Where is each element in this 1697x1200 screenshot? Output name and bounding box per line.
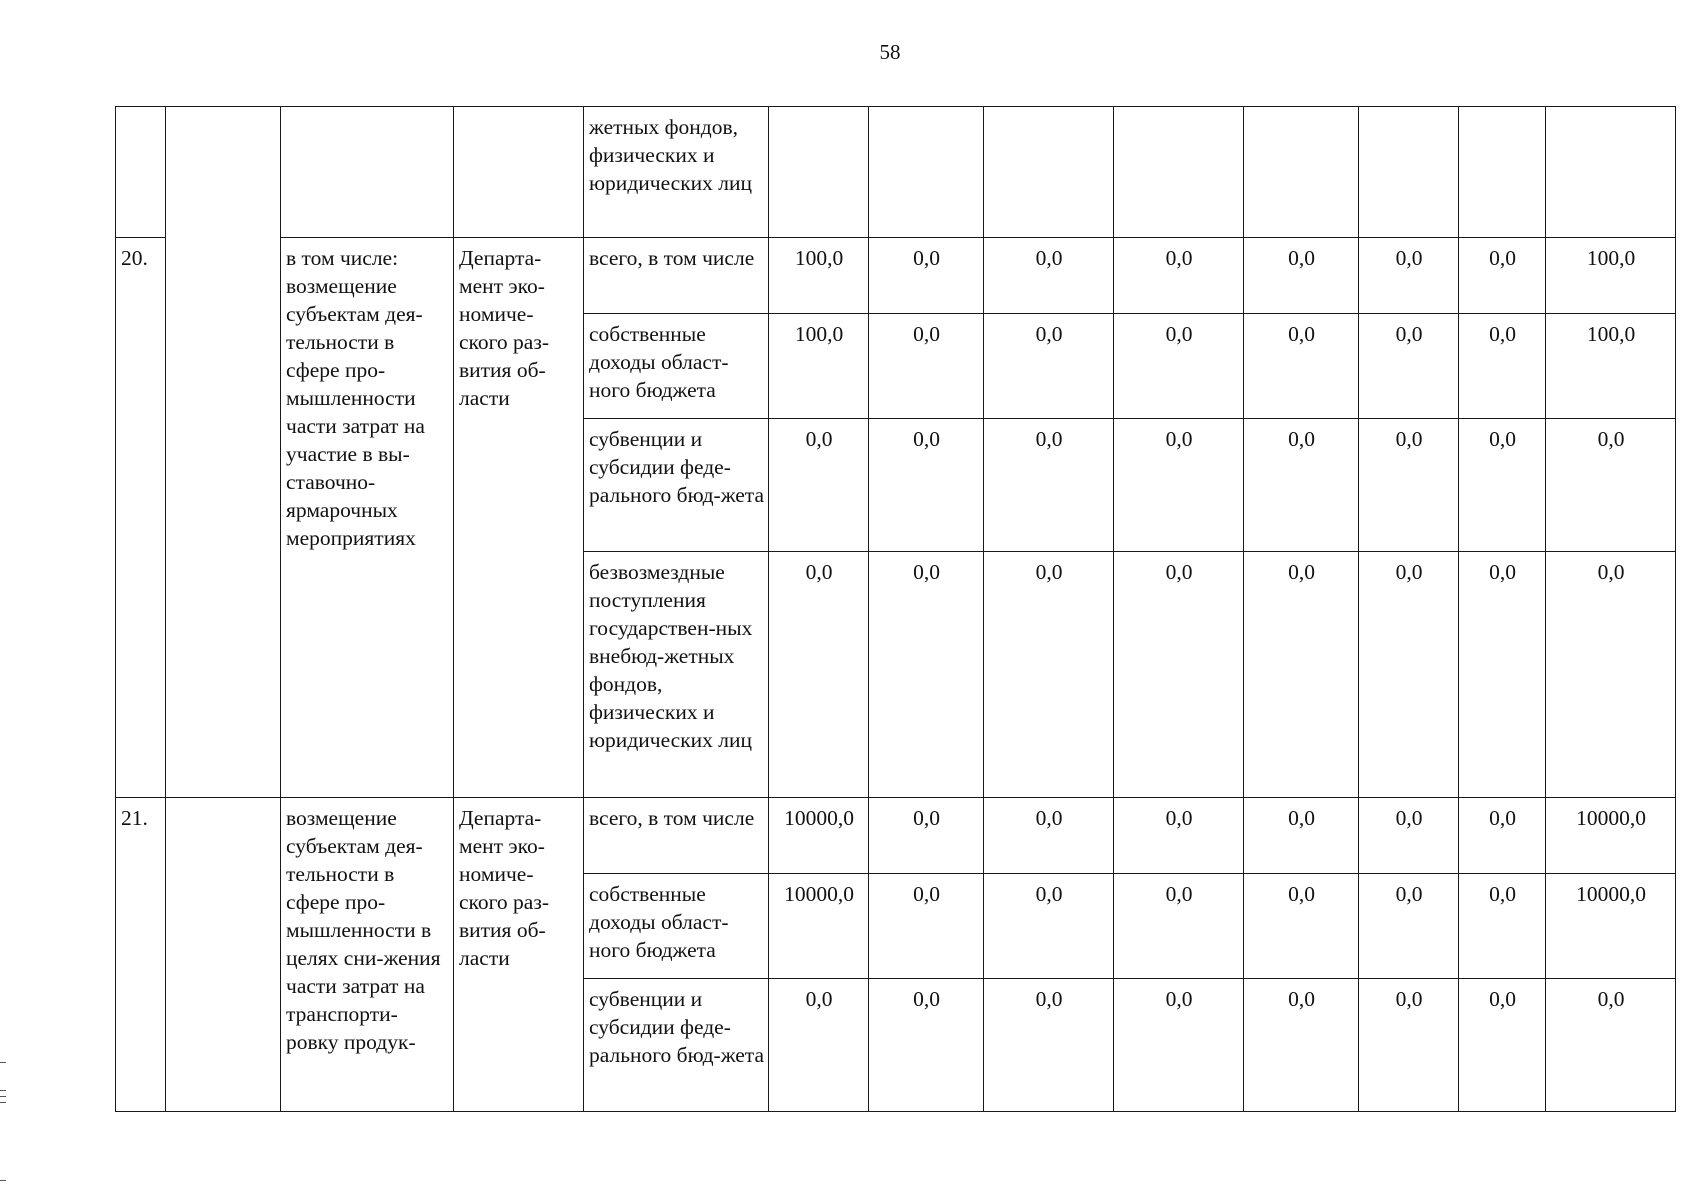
value-cell: 0,0	[1359, 238, 1459, 314]
value-cell: 0,0	[1244, 552, 1359, 798]
value-cell: 0,0	[869, 979, 984, 1112]
value-cell: 0,0	[1459, 798, 1546, 874]
item-executor: Департа-мент эко-номиче-ского раз-вития об-ласти	[454, 798, 584, 1112]
empty-cell	[166, 798, 281, 1112]
value-cell	[1459, 107, 1546, 238]
value-cell: 0,0	[984, 314, 1114, 419]
value-cell: 0,0	[1546, 419, 1676, 552]
value-cell: 0,0	[1244, 874, 1359, 979]
value-cell: 0,0	[769, 419, 869, 552]
source-cell: всего, в том числе	[584, 798, 769, 874]
value-cell: 0,0	[984, 552, 1114, 798]
table-row	[116, 238, 1676, 314]
value-cell: 0,0	[869, 552, 984, 798]
margin-mark	[0, 1102, 6, 1103]
value-cell: 0,0	[1459, 874, 1546, 979]
item-index: 21.	[116, 798, 166, 1112]
item-name: возмещение субъектам дея-тельности в сфере про-мышленности в целях сни-жения части затрат на транспорти-ровку продук-	[281, 798, 454, 1112]
margin-mark	[0, 1096, 6, 1097]
value-cell: 0,0	[1359, 314, 1459, 419]
item-index: 20.	[116, 238, 166, 798]
value-cell: 0,0	[1546, 552, 1676, 798]
value-cell: 0,0	[1244, 419, 1359, 552]
value-cell: 0,0	[1359, 874, 1459, 979]
value-cell: 0,0	[984, 419, 1114, 552]
value-cell	[1359, 107, 1459, 238]
value-cell: 0,0	[1244, 238, 1359, 314]
value-cell: 0,0	[869, 314, 984, 419]
value-cell: 0,0	[1546, 979, 1676, 1112]
value-cell: 0,0	[869, 874, 984, 979]
source-cell: субвенции и субсидии феде-рального бюд-жета	[584, 979, 769, 1112]
value-cell: 100,0	[1546, 314, 1676, 419]
value-cell: 100,0	[769, 314, 869, 419]
value-cell: 0,0	[769, 552, 869, 798]
value-cell: 0,0	[1244, 979, 1359, 1112]
value-cell	[1546, 107, 1676, 238]
value-cell	[984, 107, 1114, 238]
value-cell: 0,0	[869, 798, 984, 874]
value-cell: 0,0	[1459, 979, 1546, 1112]
value-cell: 0,0	[1359, 419, 1459, 552]
value-cell: 0,0	[869, 419, 984, 552]
value-cell: 0,0	[1244, 798, 1359, 874]
value-cell: 0,0	[1114, 874, 1244, 979]
executor-cell	[454, 107, 584, 238]
value-cell: 100,0	[769, 238, 869, 314]
source-cell: всего, в том числе	[584, 238, 769, 314]
value-cell: 0,0	[1244, 314, 1359, 419]
source-cell: безвозмездные поступления государствен-ных внебюд-жетных фондов, физических и юридических лиц	[584, 552, 769, 798]
margin-mark	[0, 1090, 6, 1091]
item-executor: Департа-мент эко-номиче-ского раз-вития об-ласти	[454, 238, 584, 798]
source-cell: собственные доходы област-ного бюджета	[584, 314, 769, 419]
value-cell: 10000,0	[1546, 874, 1676, 979]
page-number: 58	[879, 40, 901, 64]
value-cell: 0,0	[1459, 419, 1546, 552]
source-cell: жетных фондов, физических и юридических лиц	[584, 107, 769, 238]
budget-table	[115, 106, 1676, 1112]
value-cell	[769, 107, 869, 238]
value-cell: 100,0	[1546, 238, 1676, 314]
value-cell: 0,0	[1114, 419, 1244, 552]
value-cell: 0,0	[1114, 314, 1244, 419]
value-cell: 0,0	[1114, 979, 1244, 1112]
table-row-continued	[116, 107, 1676, 238]
value-cell: 10000,0	[769, 874, 869, 979]
value-cell: 0,0	[984, 979, 1114, 1112]
empty-cell	[166, 107, 281, 798]
value-cell	[869, 107, 984, 238]
value-cell: 0,0	[1459, 314, 1546, 419]
margin-mark	[0, 1062, 6, 1063]
value-cell: 0,0	[1359, 979, 1459, 1112]
source-cell: собственные доходы област-ного бюджета	[584, 874, 769, 979]
value-cell: 0,0	[1359, 798, 1459, 874]
margin-mark	[0, 1180, 6, 1181]
value-cell	[1114, 107, 1244, 238]
value-cell: 0,0	[984, 238, 1114, 314]
value-cell: 0,0	[984, 874, 1114, 979]
value-cell: 0,0	[869, 238, 984, 314]
index-cell	[116, 107, 166, 238]
value-cell: 0,0	[1459, 552, 1546, 798]
value-cell: 0,0	[1359, 552, 1459, 798]
table-row	[116, 798, 1676, 874]
name-cell	[281, 107, 454, 238]
value-cell: 0,0	[1459, 238, 1546, 314]
value-cell: 0,0	[1114, 798, 1244, 874]
value-cell: 10000,0	[1546, 798, 1676, 874]
value-cell: 0,0	[984, 798, 1114, 874]
value-cell	[1244, 107, 1359, 238]
value-cell: 0,0	[1114, 238, 1244, 314]
item-name: в том числе: возмещение субъектам дея-тельности в сфере про-мышленности части затрат на участие в вы-ставочно-ярмарочных мероприятиях	[281, 238, 454, 798]
value-cell: 0,0	[769, 979, 869, 1112]
source-cell: субвенции и субсидии феде-рального бюд-жета	[584, 419, 769, 552]
value-cell: 10000,0	[769, 798, 869, 874]
value-cell: 0,0	[1114, 552, 1244, 798]
